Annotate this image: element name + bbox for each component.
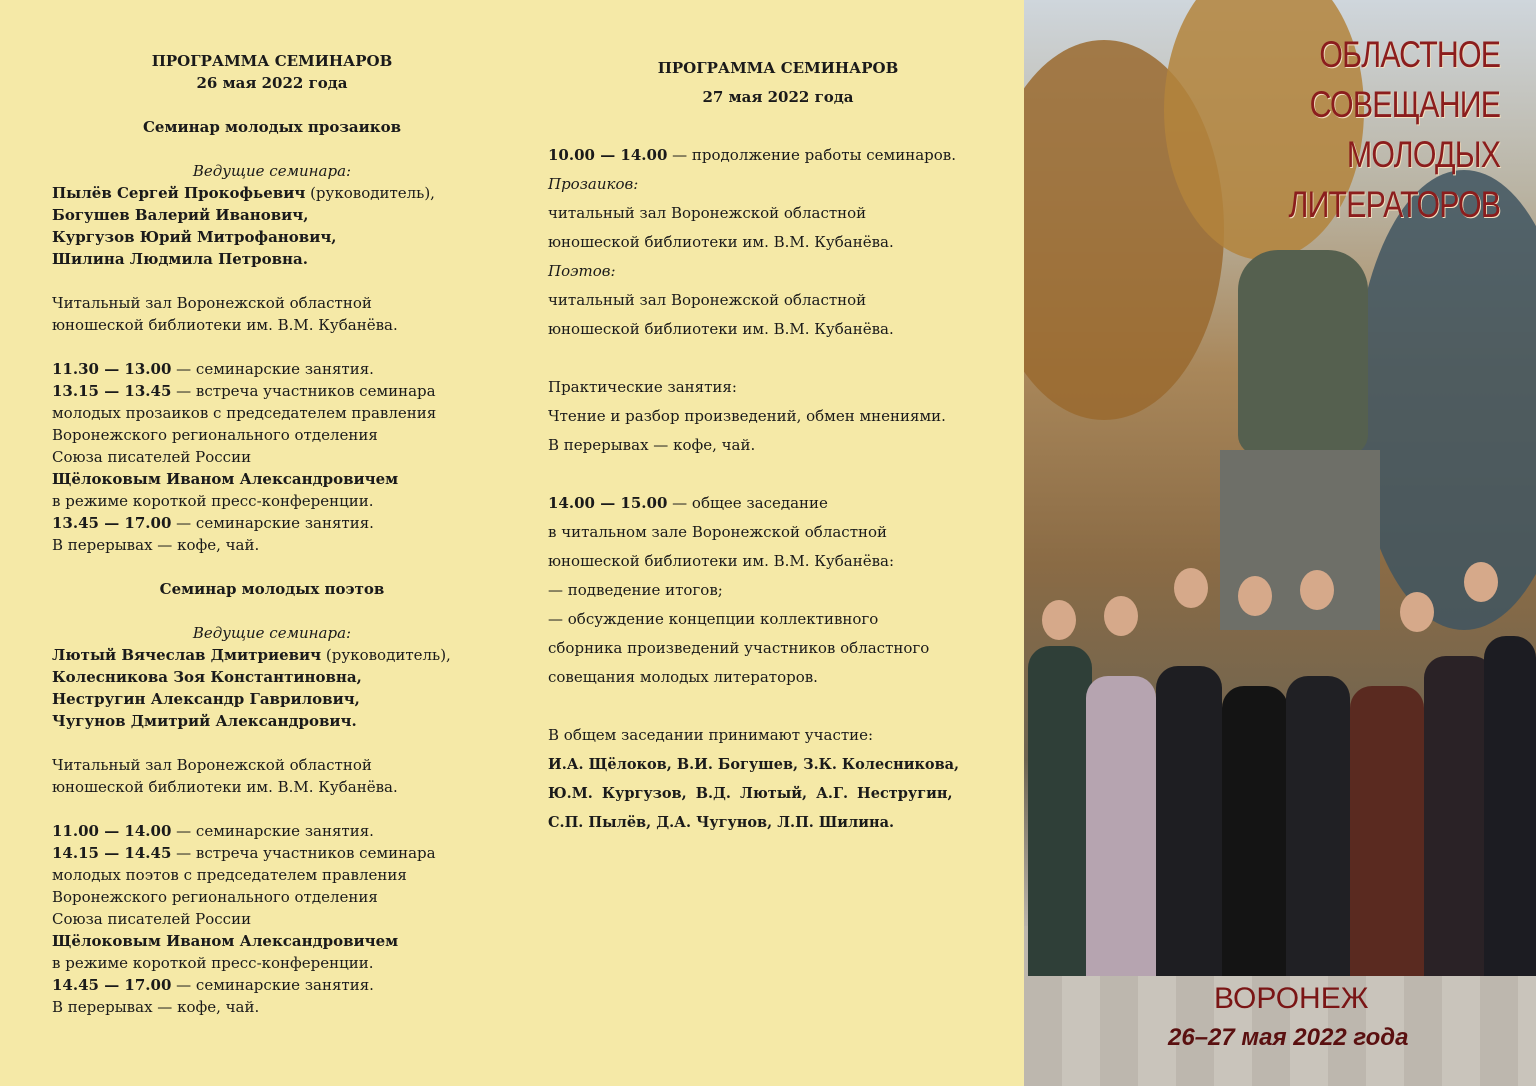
cover-city: ВОРОНЕЖ (1214, 982, 1369, 1015)
meeting-chair: Щёлоковым Иваном Александровичем (52, 470, 399, 488)
meeting-text: молодых поэтов с председателем правления (52, 866, 407, 884)
participants-label: В общем заседании принимают участие: (548, 726, 874, 744)
prose-seminar-heading: Семинар молодых прозаиков (142, 118, 401, 136)
cover-title-line: МОЛОДЫХ (1346, 134, 1500, 175)
prose-leader: Шилина Людмила Петровна. (52, 250, 308, 268)
person-head (1104, 596, 1138, 636)
poets-seminar-heading: Семинар молодых поэтов (159, 580, 385, 598)
cover-title (1288, 30, 1500, 230)
day2-program (548, 54, 1008, 837)
poets-leader: Лютый Вячеслав Дмитриевич (руководитель), (52, 646, 451, 664)
person-head (1464, 562, 1498, 602)
person-head (1042, 600, 1076, 640)
schedule-item: 14.15 — 14.45 — встреча участников семинара (52, 844, 436, 862)
participants-list: С.П. Пылёв, Д.А. Чугунов, Л.П. Шилина. (548, 814, 895, 831)
poets-leader: Колесникова Зоя Константиновна, (52, 668, 362, 686)
poets-place: читальный зал Воронежской областной (548, 291, 867, 309)
cover-panel (1024, 0, 1536, 1086)
meeting-text: Союза писателей России (52, 910, 252, 928)
person (1028, 646, 1092, 976)
meeting-text: в режиме короткой пресс-конференции. (52, 954, 374, 972)
person-head (1300, 570, 1334, 610)
poets-place: юношеской библиотеки им. В.М. Кубанёва. (548, 320, 894, 338)
prose-label: Прозаиков: (548, 175, 639, 193)
person-head (1400, 592, 1434, 632)
meeting-text: Воронежского регионального отделения (52, 888, 378, 906)
session-text: в читальном зале Воронежской областной (548, 523, 888, 541)
cover-dates: 26–27 мая 2022 года (1168, 1024, 1409, 1051)
meeting-text: в режиме короткой пресс-конференции. (52, 492, 374, 510)
cover-title-line: ОБЛАСТНОЕ (1319, 34, 1500, 75)
person-head (1238, 576, 1272, 616)
poets-label: Поэтов: (548, 262, 616, 280)
schedule-item: 11.00 — 14.00 — семинарские занятия. (52, 822, 374, 840)
poets-leader: Чугунов Дмитрий Александрович. (52, 712, 357, 730)
schedule-item: 14.45 — 17.00 — семинарские занятия. (52, 976, 374, 994)
session-text: совещания молодых литераторов. (548, 668, 818, 686)
poets-leaders-label: Ведущие семинара: (192, 624, 352, 642)
schedule-item: 13.45 — 17.00 — семинарские занятия. (52, 514, 374, 532)
practice-text: Практические занятия: (548, 378, 737, 396)
left-panel (0, 0, 512, 1086)
schedule-item: 13.15 — 13.45 — встреча участников семинара (52, 382, 436, 400)
prose-leaders-label: Ведущие семинара: (192, 162, 352, 180)
person (1086, 676, 1156, 976)
session-text: — обсуждение концепции коллективного (548, 610, 879, 628)
meeting-text: молодых прозаиков с председателем правления (52, 404, 437, 422)
schedule-item: 11.30 — 13.00 — семинарские занятия. (52, 360, 374, 378)
poets-place: юношеской библиотеки им. В.М. Кубанёва. (52, 778, 398, 796)
person-head (1174, 568, 1208, 608)
program-title: ПРОГРАММА СЕМИНАРОВ (151, 52, 393, 70)
practice-text: Чтение и разбор произведений, обмен мнениями. (548, 407, 946, 425)
middle-panel (512, 0, 1024, 1086)
person (1484, 636, 1536, 976)
participants-list: И.А. Щёлоков, В.И. Богушев, З.К. Колесникова, (548, 756, 960, 773)
meeting-text: Союза писателей России (52, 448, 252, 466)
program-date: 27 мая 2022 года (702, 88, 854, 106)
prose-leader: Богушев Валерий Иванович, (52, 206, 309, 224)
participants-list: Ю.М. Кургузов, В.Д. Лютый, А.Г. Нестругин, (548, 785, 953, 802)
poets-place: Читальный зал Воронежской областной (52, 756, 372, 774)
person (1350, 686, 1424, 976)
session-text: — подведение итогов; (548, 581, 723, 599)
prose-leader: Пылёв Сергей Прокофьевич (руководитель), (52, 184, 435, 202)
schedule-item: 10.00 — 14.00 — продолжение работы семинаров. (548, 146, 957, 164)
break-note: В перерывах — кофе, чай. (548, 436, 756, 454)
meeting-text: Воронежского регионального отделения (52, 426, 378, 444)
person (1156, 666, 1222, 976)
prose-place: Читальный зал Воронежской областной (52, 294, 372, 312)
session-text: сборника произведений участников областного (548, 639, 930, 657)
prose-leader: Кургузов Юрий Митрофанович, (52, 228, 337, 246)
person (1222, 686, 1288, 976)
poets-leader: Нестругин Александр Гаврилович, (52, 690, 360, 708)
day1-program (52, 50, 492, 1018)
break-note: В перерывах — кофе, чай. (52, 998, 260, 1016)
prose-place: читальный зал Воронежской областной (548, 204, 867, 222)
program-date: 26 мая 2022 года (196, 74, 348, 92)
schedule-item: 14.00 — 15.00 — общее заседание (548, 494, 828, 512)
prose-place: юношеской библиотеки им. В.М. Кубанёва. (548, 233, 894, 251)
cover-title-line: ЛИТЕРАТОРОВ (1288, 184, 1500, 225)
person (1286, 676, 1350, 976)
meeting-chair: Щёлоковым Иваном Александровичем (52, 932, 399, 950)
prose-place: юношеской библиотеки им. В.М. Кубанёва. (52, 316, 398, 334)
program-title: ПРОГРАММА СЕМИНАРОВ (657, 59, 899, 77)
cover-title-line: СОВЕЩАНИЕ (1309, 84, 1500, 125)
session-text: юношеской библиотеки им. В.М. Кубанёва: (548, 552, 895, 570)
break-note: В перерывах — кофе, чай. (52, 536, 260, 554)
monument-statue (1238, 250, 1368, 455)
